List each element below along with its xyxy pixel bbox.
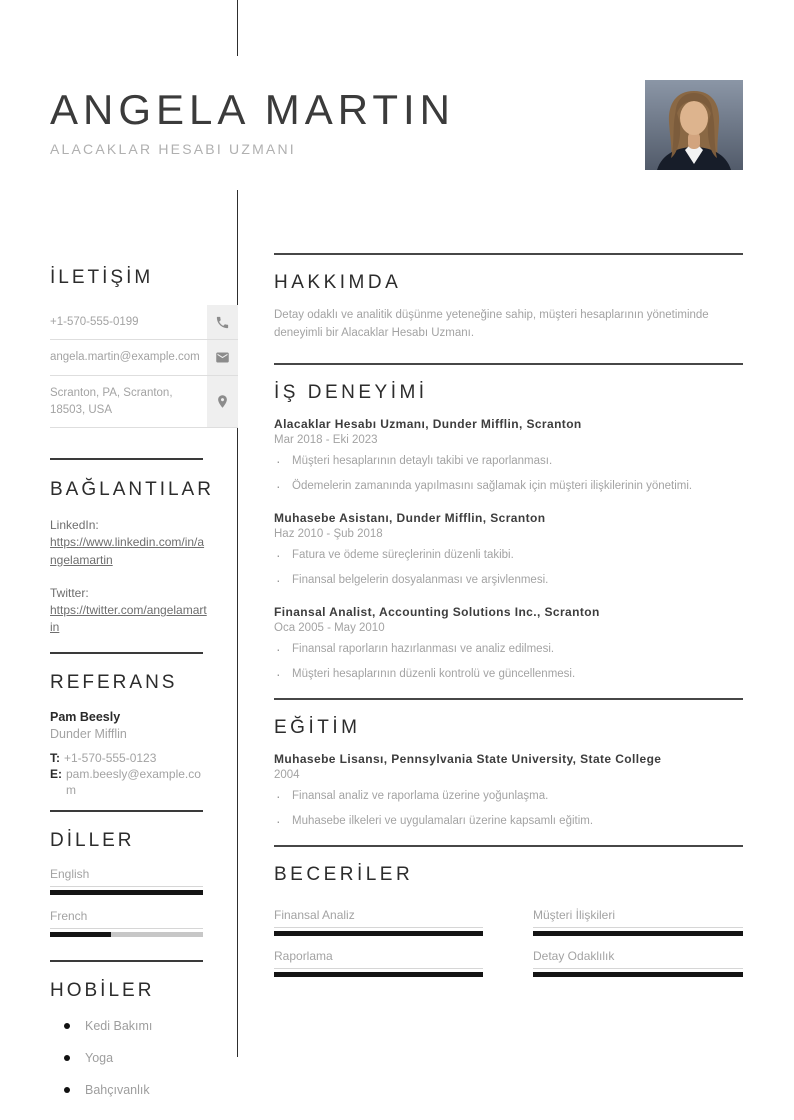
reference-section-title: REFERANS: [50, 671, 178, 693]
language-bar-track: [50, 932, 203, 937]
education-bullet: · Finansal analiz ve raporlama üzerine yoğunlaşma.: [274, 788, 743, 804]
contact-email-value: angela.martin@example.com: [50, 351, 200, 364]
skill-item: [274, 949, 483, 977]
about-text: Detay odaklı ve analitik düşünme yeteneğine sahip, müşteri hesaplarının yönetiminde deneyimli bir Alacaklar Hesabı Uzmanı.: [274, 309, 709, 340]
contact-list: [50, 305, 238, 429]
sidebar-divider: [50, 458, 203, 460]
about-section-title: HAKKIMDA: [274, 272, 402, 293]
contact-address-value: Scranton, PA, Scranton, 18503, USA: [50, 387, 173, 416]
language-item: [50, 867, 203, 895]
skill-item: [533, 908, 743, 936]
links-section: [50, 478, 238, 636]
hobby-label: Kedi Bakımı: [85, 1018, 153, 1033]
skill-bar-fill: [274, 931, 483, 936]
education-bullet-list: [274, 788, 743, 829]
hobby-label: Bahçıvanlık: [85, 1082, 150, 1097]
reference-section: [50, 671, 238, 798]
experience-section: [274, 382, 743, 682]
twitter-label: Twitter:: [50, 585, 89, 600]
languages-section-title: DİLLER: [50, 830, 135, 852]
education-year: 2004: [274, 768, 300, 781]
languages-section: [50, 829, 238, 937]
language-bar-track: [50, 890, 203, 895]
skill-name: Raporlama: [274, 949, 483, 969]
reference-phone-row: [50, 750, 215, 766]
location-icon: [207, 376, 238, 427]
reference-email-value: pam.beesly@example.com: [66, 766, 201, 797]
hobby-item: [64, 1083, 238, 1097]
job-dates: Haz 2010 - Şub 2018: [274, 527, 383, 540]
reference-email-label: E:: [50, 766, 62, 781]
skills-section-title: BECERİLER: [274, 863, 414, 885]
hobby-label: Yoga: [85, 1050, 114, 1065]
job-dates: Mar 2018 - Eki 2023: [274, 433, 378, 446]
contact-section-title: İLETİŞİM: [50, 267, 154, 288]
person-job-title: ALACAKLAR HESABI UZMANI: [50, 141, 296, 157]
job-bullet-list: [274, 641, 743, 682]
skills-section: [274, 864, 743, 977]
skill-name: Finansal Analiz: [274, 908, 483, 928]
main-column: [274, 253, 743, 977]
reference-phone-value: +1-570-555-0123: [64, 750, 157, 765]
education-section-title: EĞİTİM: [274, 716, 361, 738]
job-bullet: · Ödemelerin zamanında yapılmasını sağlamak için müşteri ilişkilerinin yönetimi.: [274, 478, 743, 494]
job-title: Alacaklar Hesabı Uzmanı, Dunder Mifflin, Scranton: [274, 416, 582, 431]
reference-email-row: [50, 766, 215, 798]
about-section: [274, 272, 743, 343]
job-bullet-list: [274, 547, 743, 588]
phone-icon: [207, 305, 238, 340]
reference-name: Pam Beesly: [50, 709, 121, 724]
education-bullet: · Muhasebe ilkeleri ve uygulamaları üzerine kapsamlı eğitim.: [274, 813, 743, 829]
job-bullet-list: [274, 453, 743, 494]
contact-phone-value: +1-570-555-0199: [50, 315, 139, 328]
top-divider-line: [237, 0, 238, 56]
contact-row-email: [50, 340, 238, 376]
reference-card: [50, 709, 215, 799]
job-dates: Oca 2005 - May 2010: [274, 621, 385, 634]
hobbies-section-title: HOBİLER: [50, 979, 155, 1001]
language-item: [50, 909, 203, 937]
skill-bar-fill: [533, 931, 743, 936]
mail-icon: [207, 340, 238, 375]
job-bullet: · Finansal raporların hazırlanması ve analiz edilmesi.: [274, 641, 743, 657]
skill-name: Detay Odaklılık: [533, 949, 743, 969]
education-entry: [274, 751, 743, 829]
profile-photo: [645, 80, 743, 170]
skill-bar-fill: [274, 972, 483, 977]
skill-name: Müşteri İlişkileri: [533, 908, 743, 928]
language-bar-fill: [50, 932, 111, 937]
twitter-link[interactable]: https://twitter.com/angelamartin: [50, 602, 207, 635]
profile-photo-image: [645, 80, 743, 170]
skill-bar-track: [533, 972, 743, 977]
skill-bar-track: [533, 931, 743, 936]
skill-bar-track: [274, 972, 483, 977]
bullet-dot-icon: [64, 1087, 70, 1093]
reference-phone-label: T:: [50, 750, 60, 765]
person-name: ANGELA MARTIN: [50, 86, 455, 133]
sidebar-divider: [50, 652, 203, 654]
bullet-dot-icon: [64, 1055, 70, 1061]
language-bar-fill: [50, 890, 203, 895]
education-degree: Muhasebe Lisansı, Pennsylvania State University, State College: [274, 751, 662, 766]
language-name: French: [50, 909, 203, 929]
job-title: Finansal Analist, Accounting Solutions Inc., Scranton: [274, 604, 600, 619]
job-bullet: · Müşteri hesaplarının düzenli kontrolü ve güncellenmesi.: [274, 666, 743, 682]
sidebar: [50, 266, 238, 1115]
linkedin-link[interactable]: https://www.linkedin.com/in/angelamartin: [50, 535, 205, 567]
job-bullet: · Müşteri hesaplarının detaylı takibi ve raporlanması.: [274, 453, 743, 469]
linkedin-label: LinkedIn:: [50, 518, 99, 533]
experience-section-title: İŞ DENEYİMİ: [274, 381, 428, 403]
job-bullet: · Fatura ve ödeme süreçlerinin düzenli takibi.: [274, 547, 743, 563]
skill-bar-track: [274, 931, 483, 936]
skill-item: [274, 908, 483, 936]
link-group-linkedin: [50, 516, 208, 569]
contact-row-phone: [50, 305, 238, 341]
job-entry: [274, 510, 743, 588]
bullet-dot-icon: [64, 1023, 70, 1029]
hobby-list: [50, 1019, 238, 1097]
job-title: Muhasebe Asistanı, Dunder Mifflin, Scranton: [274, 510, 546, 525]
section-divider: [274, 845, 743, 847]
section-divider: [274, 253, 743, 255]
skill-bar-fill: [533, 972, 743, 977]
links-section-title: BAĞLANTILAR: [50, 479, 214, 501]
section-divider: [274, 363, 743, 365]
section-divider: [274, 698, 743, 700]
job-entry: [274, 416, 743, 494]
hobby-item: [64, 1019, 238, 1033]
sidebar-divider: [50, 810, 203, 812]
job-bullet: · Finansal belgelerin dosyalanması ve arşivlenmesi.: [274, 572, 743, 588]
contact-row-address: [50, 376, 238, 428]
reference-company: Dunder Mifflin: [50, 727, 127, 741]
education-section: [274, 717, 743, 829]
sidebar-divider: [50, 960, 203, 962]
hobby-item: [64, 1051, 238, 1065]
job-entry: [274, 604, 743, 682]
link-group-twitter: [50, 584, 208, 637]
skill-item: [533, 949, 743, 977]
language-name: English: [50, 867, 203, 887]
hobbies-section: [50, 979, 238, 1097]
skills-grid: [274, 908, 743, 977]
